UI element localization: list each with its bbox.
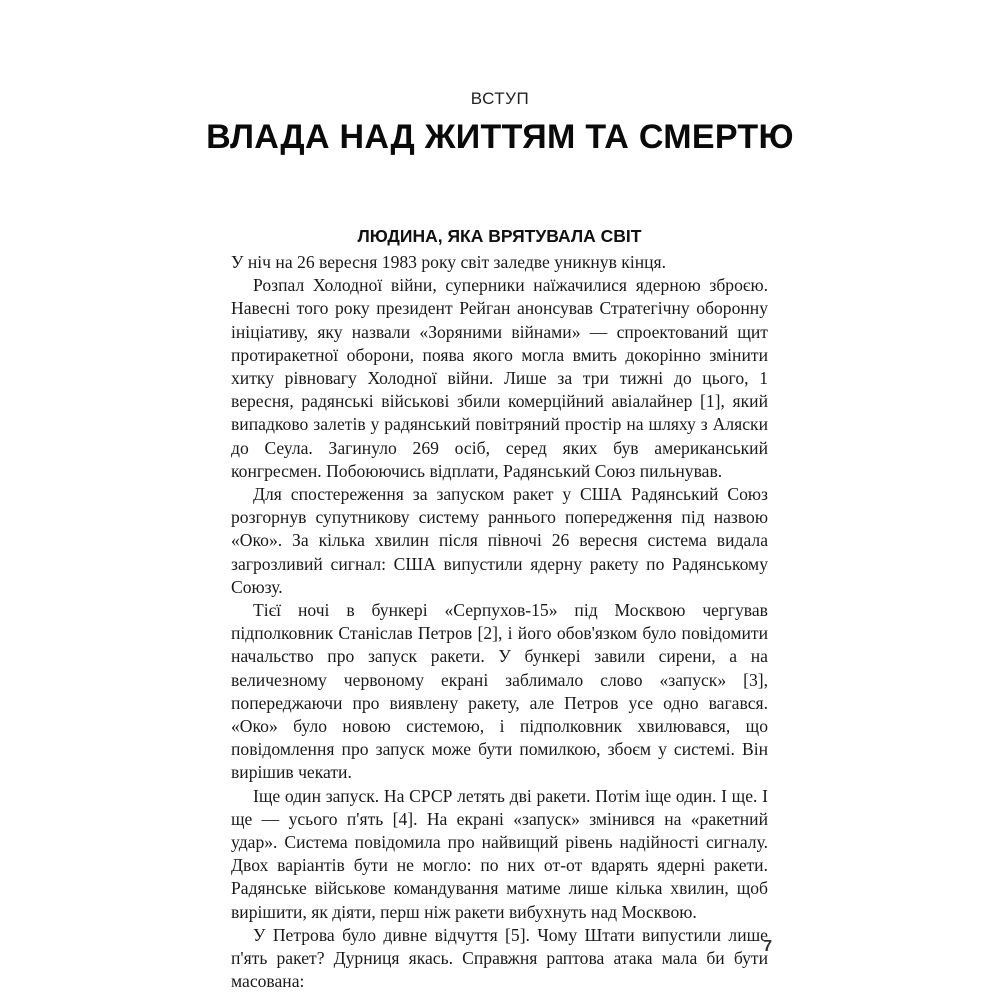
chapter-title: ВЛАДА НАД ЖИТТЯМ ТА СМЕРТЮ — [206, 118, 794, 156]
paragraph: Тієї ночі в бункері «Серпухов-15» під Москвою чергував підполковник Станіслав Петров [2], і його обов'язком було повідомити начальство про запуск ракети. У бункері завили сирени, а на величезному червоному екрані заблимало слово «запуск» [3], попереджаючи про виявлену ракету, але Петров усе одно вагався. «Око» було новою системою, і підполковник хвилювався, що повідомлення про запуск може бути помилкою, збоєм у системі. Він вирішив чекати. — [231, 600, 768, 783]
paragraph: Розпал Холодної війни, суперники наїжачилися ядерною зброєю. Навесні того року президент Рейган анонсував Стратегічну оборонну ініціативу, яку назвали «Зоряними війнами» — спроектований щит протиракетної оборони, поява якого могла вмить докорінно змінити хитку рівновагу Холодної війни. Лише за три тижні до цього, 1 вересня, радянські військові збили комерційний авіалайнер [1], який випадково залетів у радянський повітряний простір на шляху з Аляски до Сеула. Загинуло 269 осіб, серед яких був американський конгресмен. Побоюючись відплати, Радянський Союз пильнував. — [231, 275, 768, 481]
paragraph: Для спостереження за запуском ракет у США Радянський Союз розгорнув супутникову систему раннього попередження під назвою «Око». За кілька хвилин після півночі 26 вересня система видала загрозливий сигнал: США випустили ядерну ракету по Радянському Союзу. — [231, 484, 768, 597]
body-text — [231, 251, 768, 994]
page-number: 7 — [763, 938, 772, 955]
paragraph: У ніч на 26 вересня 1983 року світ заледве уникнув кінця. — [231, 252, 667, 272]
section-title: ЛЮДИНА, ЯКА ВРЯТУВАЛА СВІТ — [357, 226, 642, 246]
paragraph: Іще один запуск. На СРСР летять дві ракети. Потім іще один. І ще. І ще — усього п'ять [4]. На екрані «запуск» змінився на «ракетний удар». Система повідомила про найвищий рівень надійності сигналу. Двох варіантів бути не могло: по них от-от вдарять ядерні ракети. Радянське військове командування матиме лише кілька хвилин, щоб вирішити, як діяти, перш ніж ракети вибухнуть над Москвою. — [231, 785, 768, 922]
paragraph: У Петрова було дивне відчуття [5]. Чому Штати випустили лише п'ять ракет? Дурниця якась. Справжня раптова атака мала би бути масована: — [231, 924, 768, 992]
chapter-label: ВСТУП — [470, 89, 530, 108]
